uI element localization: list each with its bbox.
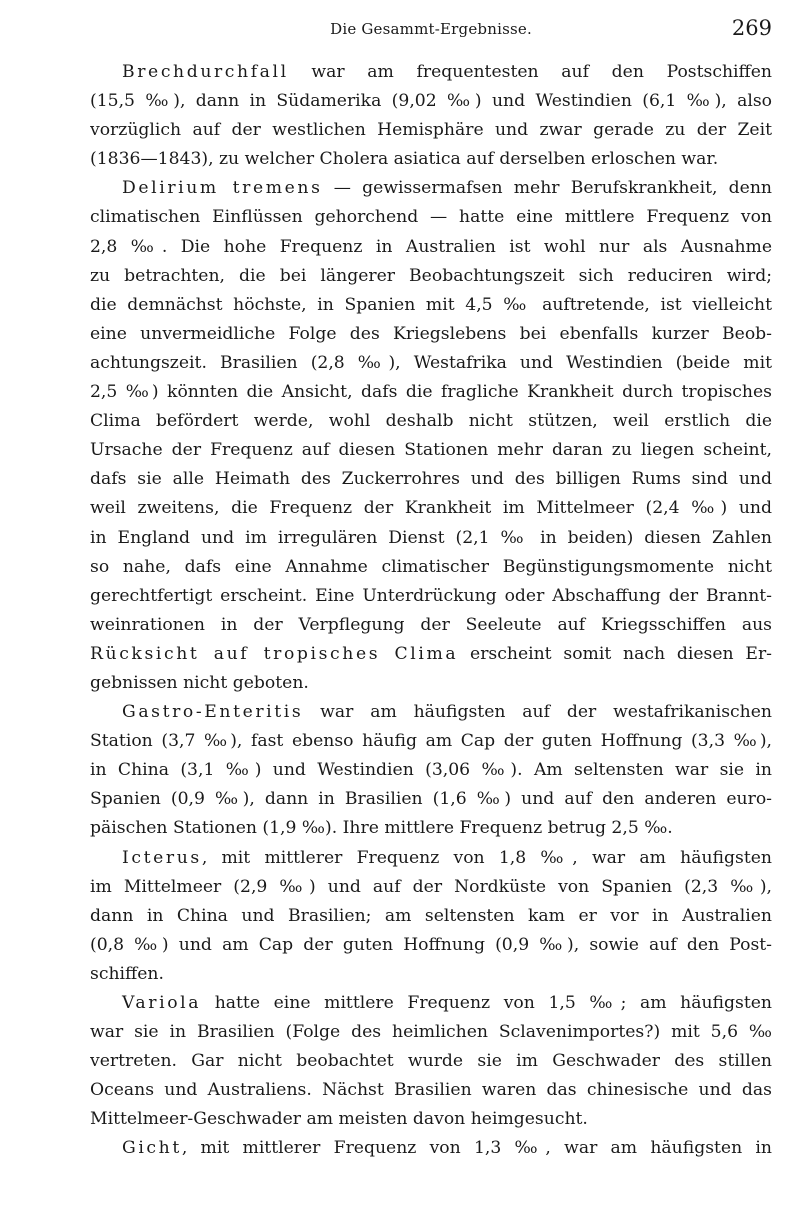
line-text: , mit mittlerer Frequenz von 1,3 ‰, war am häufigsten in xyxy=(181,1138,772,1159)
text-line xyxy=(90,494,772,523)
line-text: vertreten. Gar nicht beobachtet wurde sie im Geschwader des stillen xyxy=(90,1051,772,1072)
text-line xyxy=(90,116,772,145)
page-number: 269 xyxy=(731,16,772,40)
line-text: Mittelmeer-Geschwader am meisten davon heimgesucht. xyxy=(90,1109,588,1130)
text-line xyxy=(90,58,772,87)
line-text: im Mittelmeer (2,9 ‰) und auf der Nordküste von Spanien (2,3 ‰), xyxy=(90,876,772,897)
line-text: dafs sie alle Heimath des Zuckerrohres und des billigen Rums sind und xyxy=(90,469,772,490)
line-text: in England und im irregulären Dienst (2,1 ‰ in beiden) diesen Zahlen xyxy=(90,527,772,548)
text-line xyxy=(90,524,772,553)
line-text: in China (3,1 ‰) und Westindien (3,06 ‰). Am seltensten war sie in xyxy=(90,760,772,781)
line-text: (1836—1843), zu welcher Cholera asiatica auf derselben erloschen war. xyxy=(90,149,719,170)
text-line xyxy=(90,1047,772,1076)
keyword: Brechdurchfall xyxy=(122,62,289,82)
keyword: Delirium tremens xyxy=(122,178,323,199)
text-line xyxy=(90,174,772,203)
text-line xyxy=(90,203,772,232)
text-line xyxy=(90,349,772,378)
line-text: Spanien (0,9 ‰), dann in Brasilien (1,6 ‰) und auf den anderen euro- xyxy=(90,789,772,810)
line-text: dann in China und Brasilien; am seltensten kam er vor in Australien xyxy=(90,905,772,926)
text-line xyxy=(90,902,772,931)
text-line xyxy=(90,233,772,262)
text-line xyxy=(90,814,772,843)
running-title: Die Gesammt-Ergebnisse. xyxy=(330,20,532,38)
line-text: achtungszeit. Brasilien (2,8 ‰), Westafrika und Westindien (beide mit xyxy=(90,352,772,373)
text-line xyxy=(90,553,772,582)
text-line xyxy=(90,727,772,756)
text-line xyxy=(90,873,772,902)
line-text: 2,5 ‰) könnten die Ansicht, dafs die fragliche Krankheit durch tropisches xyxy=(90,382,772,403)
keyword: Rücksicht auf tropisches Clima xyxy=(90,643,459,664)
line-text: Station (3,7 ‰), fast ebenso häufig am Cap der guten Hoffnung (3,3 ‰), xyxy=(90,731,772,752)
line-text: — gewissermafsen mehr Berufskrankheit, denn xyxy=(322,178,772,199)
text-line xyxy=(90,145,772,174)
text-line xyxy=(90,1018,772,1047)
line-text: 2,8 ‰. Die hohe Frequenz in Australien ist wohl nur als Ausnahme xyxy=(90,236,772,257)
text-line xyxy=(90,582,772,611)
keyword: Variola xyxy=(122,993,202,1013)
text-line xyxy=(90,785,772,814)
text-line xyxy=(90,931,772,960)
text-line xyxy=(90,291,772,320)
line-text: eine unvermeidliche Folge des Kriegslebens bei ebenfalls kurzer Beob- xyxy=(90,323,772,344)
line-text: Clima befördert werde, wohl deshalb nicht stützen, weil erstlich die xyxy=(90,411,772,432)
text-line xyxy=(90,844,772,873)
line-text: gebnissen nicht geboten. xyxy=(90,672,309,693)
page-header xyxy=(90,16,772,52)
line-text: war am häufigsten auf der westafrikanischen xyxy=(303,702,772,723)
text-line xyxy=(90,407,772,436)
line-text: zu betrachten, die bei längerer Beobachtungszeit sich reduciren wird; xyxy=(90,265,772,286)
text-line xyxy=(90,611,772,640)
keyword: Gicht xyxy=(122,1138,182,1159)
line-text: , mit mittlerer Frequenz von 1,8 ‰, war am häufigsten xyxy=(201,847,772,868)
text-line xyxy=(90,1076,772,1105)
text-line xyxy=(90,465,772,494)
line-text: war am frequentesten auf den Postschiffen xyxy=(288,62,772,82)
line-text: weinrationen in der Verpflegung der Seeleute auf Kriegsschiffen aus xyxy=(90,614,772,635)
line-text: (0,8 ‰) und am Cap der guten Hoffnung (0,9 ‰), sowie auf den Post- xyxy=(90,934,772,955)
line-text: die demnächst höchste, in Spanien mit 4,5 ‰ auftretende, ist vielleicht xyxy=(90,294,772,315)
text-line xyxy=(90,436,772,465)
text-line xyxy=(90,756,772,785)
text-line xyxy=(90,1134,772,1163)
body-text xyxy=(90,58,772,1164)
line-text: erscheint somit nach diesen Er- xyxy=(458,643,772,664)
line-text: vorzüglich auf der westlichen Hemisphäre und zwar gerade zu der Zeit xyxy=(90,120,772,141)
text-line xyxy=(90,1105,772,1134)
text-line xyxy=(90,669,772,698)
text-line xyxy=(90,320,772,349)
line-text: climatischen Einflüssen gehorchend — hatte eine mittlere Frequenz von xyxy=(90,207,772,228)
line-text: gerechtfertigt erscheint. Eine Unterdrückung oder Abschaffung der Brannt- xyxy=(90,585,772,606)
text-line xyxy=(90,87,772,116)
line-text: Oceans und Australiens. Nächst Brasilien waren das chinesische und das xyxy=(90,1080,772,1101)
keyword: Icterus xyxy=(122,847,202,868)
text-line xyxy=(90,698,772,727)
text-line xyxy=(90,262,772,291)
line-text: Ursache der Frequenz auf diesen Stationen mehr daran zu liegen scheint, xyxy=(90,440,772,461)
text-line xyxy=(90,378,772,407)
text-line xyxy=(90,960,772,989)
text-line xyxy=(90,640,772,669)
line-text: (15,5 ‰), dann in Südamerika (9,02 ‰) und Westindien (6,1 ‰), also xyxy=(90,91,772,112)
line-text: weil zweitens, die Frequenz der Krankheit im Mittelmeer (2,4 ‰) und xyxy=(90,498,772,519)
line-text: war sie in Brasilien (Folge des heimlichen Sclavenimportes?) mit 5,6 ‰ xyxy=(90,1022,772,1043)
line-text: schiffen. xyxy=(90,963,164,984)
keyword: Gastro-Enteritis xyxy=(122,702,304,723)
line-text: päischen Stationen (1,9 ‰). Ihre mittlere Frequenz betrug 2,5 ‰. xyxy=(90,818,673,839)
line-text: so nahe, dafs eine Annahme climatischer Begünstigungsmomente nicht xyxy=(90,556,772,577)
text-line xyxy=(90,989,772,1018)
line-text: hatte eine mittlere Frequenz von 1,5 ‰; am häufigsten xyxy=(201,993,772,1013)
